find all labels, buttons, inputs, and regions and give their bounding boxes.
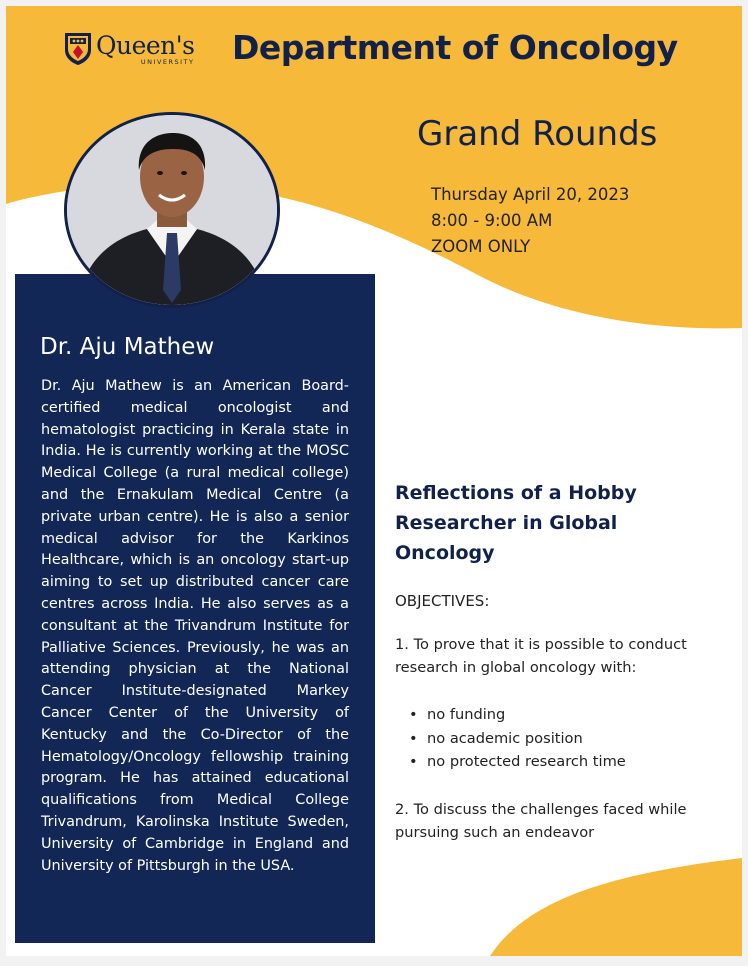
logo-wordmark [96, 30, 195, 66]
queens-university-logo[interactable] [64, 32, 195, 66]
speaker-portrait-illustration [67, 115, 277, 305]
talk-title: Reflections of a Hobby Researcher in Global Oncology [395, 482, 637, 564]
event-format: ZOOM ONLY [431, 237, 531, 256]
logo-university: UNIVERSITY [140, 57, 195, 66]
poster [6, 6, 742, 956]
list-item: • no funding [409, 703, 626, 727]
event-series-title: Grand Rounds [417, 114, 658, 154]
list-item: • no protected research time [409, 750, 626, 774]
list-item: • no academic position [409, 727, 626, 751]
speaker-portrait [64, 112, 280, 308]
speaker-name: Dr. Aju Mathew [40, 334, 215, 360]
event-date: Thursday April 20, 2023 [431, 185, 630, 204]
yellow-bottom-arc [490, 858, 742, 956]
department-title: Department of Oncology [232, 28, 678, 67]
objective-1: 1. To prove that it is possible to conduct research in global oncology with: [395, 636, 687, 676]
crest-shield-icon [64, 32, 92, 66]
objective-2: 2. To discuss the challenges faced while pursuing such an endeavor [395, 801, 687, 841]
event-time: 8:00 - 9:00 AM [431, 211, 553, 230]
logo-name: Queen's [96, 30, 195, 60]
objective-bullet-list [409, 703, 626, 774]
objectives-heading: OBJECTIVES: [395, 592, 490, 610]
speaker-bio: Dr. Aju Mathew is an American Board-certified medical oncologist and hematologist practicing in Kerala state in India. He is currently working at the MOSC Medical College (a rural medical college) and the Ernakulam Medical Centre (a private urban centre). He is also a senior medical advisor for the Karkinos Healthcare, which is an oncology start-up aiming to set up distributed cancer care centres across India. He also serves as a consultant at the Trivandrum Institute for Palliative Sciences. Previously, he was an attending physician at the National Cancer Institute-designated Markey Cancer Center of the University of Kentucky and the Co-Director of the Hematology/Oncology fellowship training program. He has attained educational qualifications from Medical College Trivandrum, Karolinska Institute Sweden, University of Cambridge in England and University of Pittsburgh in the USA. [41, 378, 349, 874]
event-details [431, 182, 629, 260]
